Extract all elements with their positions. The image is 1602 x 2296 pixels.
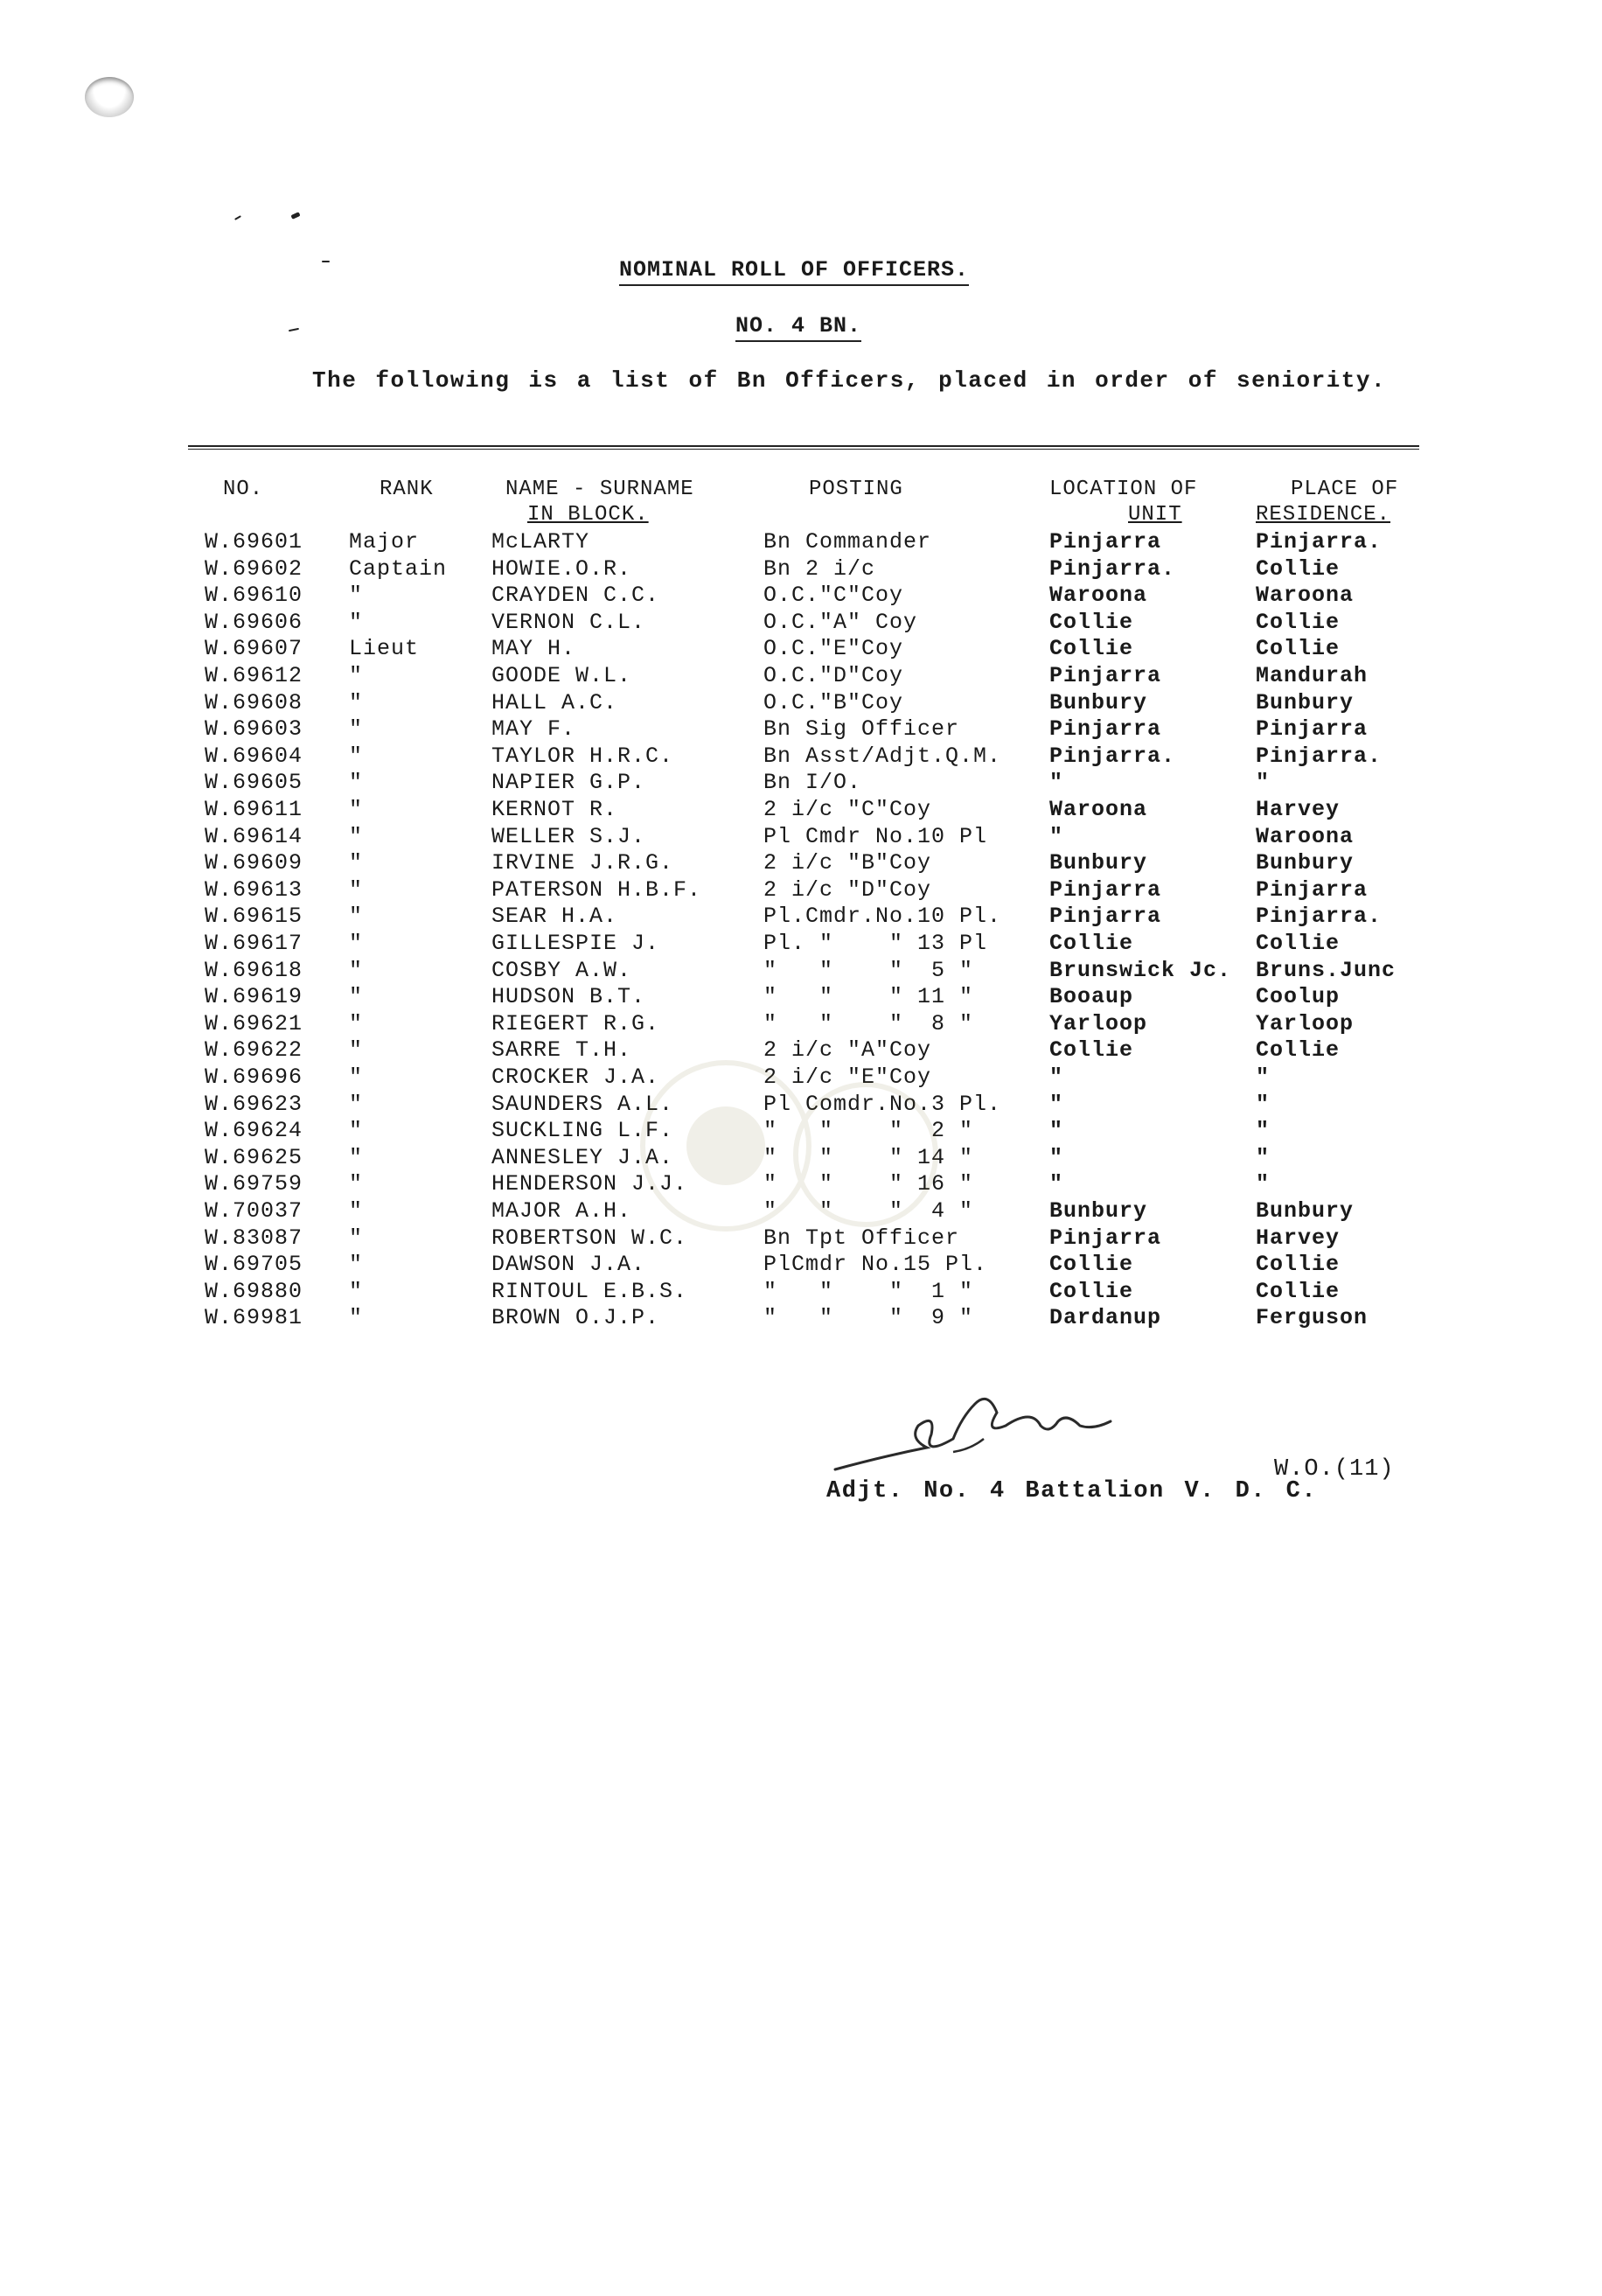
officer-name: TAYLOR H.R.C.: [491, 743, 674, 769]
officer-name: GILLESPIE J.: [491, 931, 660, 956]
officer-name: MAY F.: [491, 716, 576, 743]
officer-posting: " " " 16 ": [763, 1171, 974, 1197]
officer-posting: 2 i/c "A"Coy: [763, 1037, 932, 1064]
officer-name: CROCKER J.A.: [491, 1064, 660, 1090]
unit-location: Pinjarra: [1049, 1225, 1162, 1251]
place-of-residence: Collie: [1256, 1252, 1341, 1278]
place-of-residence: Collie: [1256, 1037, 1341, 1064]
unit-location: Booaup: [1049, 984, 1134, 1010]
place-of-residence: Waroona: [1256, 583, 1355, 609]
officer-name: COSBY A.W.: [491, 957, 632, 983]
officer-rank: ": [349, 609, 364, 635]
officer-posting: O.C."E"Coy: [763, 636, 904, 662]
officer-posting: 2 i/c "D"Coy: [763, 876, 932, 903]
officer-rank: ": [349, 663, 364, 688]
unit-location: ": [1049, 1144, 1064, 1170]
place-of-residence: Coolup: [1256, 984, 1341, 1010]
officer-posting: Bn Commander: [763, 529, 932, 555]
officer-name: HENDERSON J.J.: [491, 1171, 688, 1197]
officer-rank: ": [349, 823, 364, 849]
officer-number: W.69609: [205, 850, 303, 876]
officer-posting: 2 i/c "B"Coy: [763, 850, 932, 876]
officer-rank: ": [349, 1252, 364, 1278]
officer-number: W.69624: [205, 1118, 303, 1144]
officer-number: W.69611: [205, 797, 303, 822]
table-row: [0, 663, 1602, 689]
unit-location: Bunbury: [1049, 689, 1148, 715]
officer-name: IRVINE J.R.G.: [491, 850, 674, 876]
header-no: NO.: [223, 478, 264, 501]
unit-location: ": [1049, 823, 1064, 849]
unit-location: Yarloop: [1049, 1010, 1148, 1036]
officer-posting: " " " 4 ": [763, 1198, 974, 1224]
officer-posting: O.C."A" Coy: [763, 609, 918, 635]
officer-posting: Pl.Cmdr.No.10 Pl.: [763, 904, 1002, 930]
officer-number: W.69880: [205, 1278, 303, 1304]
officer-number: W.69621: [205, 1010, 303, 1036]
unit-location: Bunbury: [1049, 850, 1148, 876]
officer-name: SUCKLING L.F.: [491, 1118, 674, 1144]
officer-number: W.70037: [205, 1198, 303, 1224]
officer-number: W.69705: [205, 1252, 303, 1278]
unit-location: Collie: [1049, 1252, 1134, 1278]
officer-number: W.69604: [205, 743, 303, 769]
officer-rank: ": [349, 876, 364, 903]
officer-posting: O.C."C"Coy: [763, 583, 904, 609]
officer-name: SEAR H.A.: [491, 904, 618, 930]
table-row: [0, 743, 1602, 770]
header-rank: RANK: [380, 478, 434, 501]
table-row: [0, 610, 1602, 636]
officer-name: McLARTY: [491, 529, 590, 555]
officer-number: W.69613: [205, 876, 303, 903]
unit-location: Dardanup: [1049, 1305, 1162, 1331]
officer-rank: ": [349, 1171, 364, 1197]
place-of-residence: Harvey: [1256, 797, 1341, 822]
officer-name: HOWIE.O.R.: [491, 555, 632, 582]
officer-posting: " " " 2 ": [763, 1118, 974, 1144]
officer-posting: Pl Cmdr No.10 Pl: [763, 823, 988, 849]
officer-rank: ": [349, 1064, 364, 1090]
table-row: [0, 984, 1602, 1010]
place-of-residence: Ferguson: [1256, 1305, 1369, 1331]
table-top-rule: [188, 445, 1419, 450]
signatory-title: Adjt. No. 4 Battalion V. D. C.: [826, 1478, 1318, 1504]
officer-number: W.69615: [205, 904, 303, 930]
place-of-residence: ": [1256, 1118, 1271, 1144]
officer-rank: ": [349, 770, 364, 796]
officer-posting: Bn I/O.: [763, 770, 862, 796]
signature: [831, 1386, 1163, 1483]
place-of-residence: ": [1256, 1171, 1271, 1197]
officer-rank: ": [349, 689, 364, 715]
unit-location: Collie: [1049, 931, 1134, 956]
unit-location: Pinjarra: [1049, 529, 1162, 555]
officer-rank: ": [349, 1144, 364, 1170]
officer-name: VERNON C.L.: [491, 609, 646, 635]
place-of-residence: Bunbury: [1256, 1198, 1355, 1224]
officer-number: W.69618: [205, 957, 303, 983]
table-row: [0, 931, 1602, 957]
officer-rank: ": [349, 583, 364, 609]
table-row: [0, 877, 1602, 904]
place-of-residence: Pinjarra: [1256, 876, 1369, 903]
officer-rank: ": [349, 1198, 364, 1224]
unit-location: Pinjarra.: [1049, 743, 1176, 769]
officer-posting: Pl. " " 13 Pl: [763, 931, 988, 956]
unit-location: Collie: [1049, 1037, 1134, 1064]
header-name: NAME - SURNAME IN BLOCK.: [505, 478, 694, 527]
place-of-residence: Pinjarra.: [1256, 904, 1383, 930]
officer-number: W.69759: [205, 1171, 303, 1197]
unit-location: Pinjarra: [1049, 904, 1162, 930]
officer-rank: ": [349, 743, 364, 769]
unit-location: Waroona: [1049, 583, 1148, 609]
place-of-residence: Bunbury: [1256, 850, 1355, 876]
unit-location: Bunbury: [1049, 1198, 1148, 1224]
place-of-residence: ": [1256, 1091, 1271, 1117]
officer-name: HUDSON B.T.: [491, 984, 646, 1010]
place-of-residence: Pinjarra: [1256, 716, 1369, 743]
officer-posting: Bn 2 i/c: [763, 555, 876, 582]
officer-name: MAY H.: [491, 636, 576, 662]
unit-location: Pinjarra: [1049, 876, 1162, 903]
unit-location: ": [1049, 1118, 1064, 1144]
place-of-residence: Pinjarra.: [1256, 529, 1383, 555]
document-title: NOMINAL ROLL OF OFFICERS.: [0, 257, 1595, 283]
ink-speck: [290, 212, 300, 220]
officer-name: RINTOUL E.B.S.: [491, 1278, 688, 1304]
officer-name: BROWN O.J.P.: [491, 1305, 660, 1331]
unit-location: Brunswick Jc.: [1049, 957, 1232, 983]
officer-posting: Bn Asst/Adjt.Q.M.: [763, 743, 1002, 769]
officer-name: SARRE T.H.: [491, 1037, 632, 1064]
officer-posting: 2 i/c "C"Coy: [763, 797, 932, 822]
officer-rank: ": [349, 1037, 364, 1064]
place-of-residence: Mandurah: [1256, 663, 1369, 688]
unit-location: Collie: [1049, 636, 1134, 662]
place-of-residence: ": [1256, 770, 1271, 796]
officer-name: PATERSON H.B.F.: [491, 876, 702, 903]
officer-rank: ": [349, 931, 364, 956]
officer-rank: Lieut: [349, 636, 420, 662]
officer-name: WELLER S.J.: [491, 823, 646, 849]
officer-rank: ": [349, 1118, 364, 1144]
officer-posting: Pl Comdr.No.3 Pl.: [763, 1091, 1002, 1117]
table-row: [0, 690, 1602, 716]
place-of-residence: Waroona: [1256, 823, 1355, 849]
officer-number: W.83087: [205, 1225, 303, 1251]
document-reference: W.O.(11): [1274, 1456, 1395, 1483]
officer-posting: PlCmdr No.15 Pl.: [763, 1252, 988, 1278]
punch-hole: [85, 77, 134, 117]
officer-number: W.69605: [205, 770, 303, 796]
officer-rank: ": [349, 957, 364, 983]
place-of-residence: Harvey: [1256, 1225, 1341, 1251]
officer-name: NAPIER G.P.: [491, 770, 646, 796]
unit-location: Collie: [1049, 1278, 1134, 1304]
unit-location: Collie: [1049, 609, 1134, 635]
place-of-residence: Collie: [1256, 1278, 1341, 1304]
officer-posting: 2 i/c "E"Coy: [763, 1064, 932, 1090]
table-row: [0, 904, 1602, 930]
officer-rank: Captain: [349, 555, 448, 582]
officer-name: ROBERTSON W.C.: [491, 1225, 688, 1251]
officer-rank: ": [349, 1278, 364, 1304]
officer-number: W.69617: [205, 931, 303, 956]
header-residence: PLACE OF RESIDENCE.: [1256, 478, 1399, 527]
table-row: [0, 1279, 1602, 1305]
officer-number: W.69981: [205, 1305, 303, 1331]
place-of-residence: Bruns.Junc: [1256, 957, 1397, 983]
officer-rank: ": [349, 1010, 364, 1036]
table-row: [0, 1305, 1602, 1331]
officer-posting: Bn Tpt Officer: [763, 1225, 960, 1251]
officer-name: CRAYDEN C.C.: [491, 583, 660, 609]
officer-rank: ": [349, 716, 364, 743]
officer-name: SAUNDERS A.L.: [491, 1091, 674, 1117]
unit-location: Waroona: [1049, 797, 1148, 822]
ink-speck: [234, 215, 241, 220]
officer-number: W.69603: [205, 716, 303, 743]
place-of-residence: Collie: [1256, 931, 1341, 956]
place-of-residence: Collie: [1256, 636, 1341, 662]
officer-number: W.69623: [205, 1091, 303, 1117]
place-of-residence: Pinjarra.: [1256, 743, 1383, 769]
officer-rank: ": [349, 984, 364, 1010]
officer-name: KERNOT R.: [491, 797, 618, 822]
unit-location: Pinjarra.: [1049, 555, 1176, 582]
table-row: [0, 583, 1602, 609]
watermark-seal: [630, 1032, 944, 1260]
table-row: [0, 556, 1602, 583]
table-row: [0, 824, 1602, 850]
table-row: [0, 636, 1602, 662]
officer-rank: Major: [349, 529, 420, 555]
officer-number: W.69619: [205, 984, 303, 1010]
officer-number: W.69625: [205, 1144, 303, 1170]
officer-posting: " " " 14 ": [763, 1144, 974, 1170]
officer-name: HALL A.C.: [491, 689, 618, 715]
officer-rank: ": [349, 1305, 364, 1331]
officer-name: ANNESLEY J.A.: [491, 1144, 674, 1170]
officer-posting: " " " 11 ": [763, 984, 974, 1010]
officer-posting: O.C."D"Coy: [763, 663, 904, 688]
table-row: [0, 958, 1602, 984]
unit-location: ": [1049, 1064, 1064, 1090]
officer-posting: O.C."B"Coy: [763, 689, 904, 715]
officer-rank: ": [349, 797, 364, 822]
officer-number: W.69696: [205, 1064, 303, 1090]
place-of-residence: Yarloop: [1256, 1010, 1355, 1036]
officer-number: W.69608: [205, 689, 303, 715]
officer-number: W.69612: [205, 663, 303, 688]
officer-number: W.69622: [205, 1037, 303, 1064]
officer-posting: " " " 9 ": [763, 1305, 974, 1331]
unit-location: Pinjarra: [1049, 663, 1162, 688]
place-of-residence: ": [1256, 1064, 1271, 1090]
unit-location: ": [1049, 1171, 1064, 1197]
unit-location: Pinjarra: [1049, 716, 1162, 743]
officer-number: W.69602: [205, 555, 303, 582]
officer-name: DAWSON J.A.: [491, 1252, 646, 1278]
header-location: LOCATION OF UNIT: [1049, 478, 1198, 527]
place-of-residence: ": [1256, 1144, 1271, 1170]
place-of-residence: Collie: [1256, 555, 1341, 582]
officer-posting: Bn Sig Officer: [763, 716, 960, 743]
table-row: [0, 716, 1602, 743]
officer-number: W.69607: [205, 636, 303, 662]
officer-number: W.69614: [205, 823, 303, 849]
intro-text: The following is a list of Bn Officers, placed in order of seniority.: [312, 367, 1387, 394]
officer-name: RIEGERT R.G.: [491, 1010, 660, 1036]
officer-posting: " " " 1 ": [763, 1278, 974, 1304]
table-row: [0, 797, 1602, 823]
table-row: [0, 850, 1602, 876]
header-posting: POSTING: [809, 478, 903, 501]
officer-name: MAJOR A.H.: [491, 1198, 632, 1224]
place-of-residence: Collie: [1256, 609, 1341, 635]
battalion-subtitle: NO. 4 BN.: [0, 313, 1599, 338]
officer-number: W.69610: [205, 583, 303, 609]
table-row: [0, 770, 1602, 796]
unit-location: ": [1049, 1091, 1064, 1117]
officer-name: GOODE W.L.: [491, 663, 632, 688]
officer-rank: ": [349, 1091, 364, 1117]
officer-posting: " " " 5 ": [763, 957, 974, 983]
officer-number: W.69601: [205, 529, 303, 555]
place-of-residence: Bunbury: [1256, 689, 1355, 715]
officer-rank: ": [349, 904, 364, 930]
officer-rank: ": [349, 850, 364, 876]
officer-number: W.69606: [205, 609, 303, 635]
officer-rank: ": [349, 1225, 364, 1251]
unit-location: ": [1049, 770, 1064, 796]
table-row: [0, 529, 1602, 555]
officer-posting: " " " 8 ": [763, 1010, 974, 1036]
